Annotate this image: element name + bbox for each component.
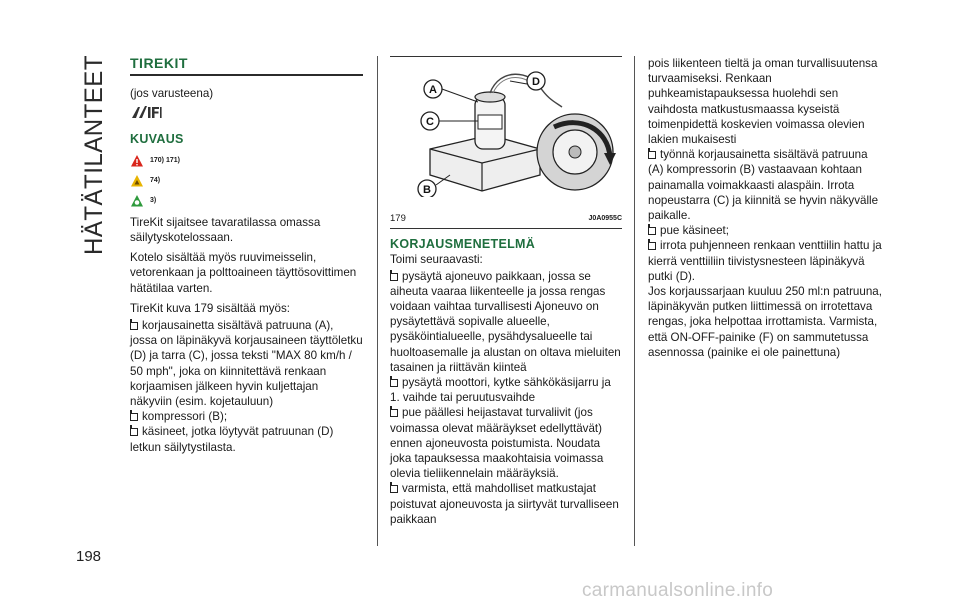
chapter-title: HÄTÄTILANTEET bbox=[80, 52, 108, 255]
bullet-icon bbox=[130, 322, 138, 330]
bullet-icon bbox=[130, 413, 138, 421]
watermark: carmanualsonline.info bbox=[582, 580, 774, 601]
bullet-icon bbox=[390, 273, 398, 281]
figure-179 bbox=[390, 56, 622, 207]
bullet-icon bbox=[648, 151, 656, 159]
description-heading: KUVAUS bbox=[130, 131, 184, 146]
callout-b: B bbox=[423, 184, 431, 196]
figure-number: 179 bbox=[390, 213, 406, 224]
list-item: pysäytä moottori, kytke sähkökäsijarru ja 1. vaihde tai peruutusvaihde bbox=[390, 376, 611, 405]
environment-row bbox=[130, 191, 363, 211]
bullet-icon bbox=[390, 379, 398, 387]
list-item: käsineet, jotka löytyvät patruunan (D) letkun säilytystilasta. bbox=[130, 425, 334, 454]
intro: Toimi seuraavasti: bbox=[390, 253, 483, 267]
environment-triangle-green-icon bbox=[130, 194, 144, 208]
bullet-icon bbox=[130, 428, 138, 436]
environment-refs: 3) bbox=[150, 197, 157, 205]
variant-note: (jos varusteena) bbox=[130, 87, 214, 101]
section-title: TIREKIT bbox=[130, 55, 188, 71]
title-rule bbox=[130, 74, 363, 76]
figure-caption bbox=[390, 211, 622, 229]
column-divider bbox=[377, 56, 378, 546]
list-item: irrota puhjenneen renkaan venttiilin hattu ja kierrä venttiiliin tiivistysnesteen läpinäkyvä putki (D). bbox=[648, 239, 882, 283]
paragraph: TireKit kuva 179 sisältää myös: bbox=[130, 301, 291, 315]
chapter-title-vertical bbox=[66, 52, 116, 257]
list-item: pue päällesi heijastavat turvaliivit (jos voimassa olevat määräykset edellyttävät) ennen ajoneuvosta poistumista. Noudata joka tapauksessa maakohtaisia voimassa olevia tieliikennelain määräyksiä. bbox=[390, 406, 604, 481]
callout-c: C bbox=[426, 116, 434, 128]
column-1 bbox=[130, 56, 363, 455]
list-item: työnnä korjausainetta sisältävä patruuna (A) kompressorin (B) vastaavaan kohtaan painamalla voimakkaasti alaspäin. Irrota nopeustarra (C) ja kiinnitä se hyvin näkyvälle paikalle. bbox=[648, 148, 879, 223]
list-item: pue käsineet; bbox=[648, 223, 884, 238]
paragraph: TireKit sijaitsee tavaratilassa omassa säilytyskotelossaan. bbox=[130, 215, 321, 245]
warning-row bbox=[130, 151, 363, 171]
column-divider bbox=[634, 56, 635, 546]
column-3 bbox=[648, 56, 884, 360]
paragraph: Jos korjaussarjaan kuuluu 250 ml:n patruuna, läpinäkyvän putken liittimessä on irrotettava rengas, joka helpottaa irrottamista. Varmista, että ON-OFF-painike (F) on sammutetussa asennossa (painike ei ole painettuna) bbox=[648, 285, 882, 359]
caution-row bbox=[130, 171, 363, 191]
bullet-icon bbox=[390, 485, 398, 493]
paragraph: Kotelo sisältää myös ruuvimeisselin, vetorenkaan ja polttoaineen täyttösovittimen hätätilaa varten. bbox=[130, 251, 357, 295]
list-item: kompressori (B); bbox=[130, 409, 363, 424]
caution-triangle-yellow-icon bbox=[130, 174, 144, 188]
page-number: 198 bbox=[76, 548, 102, 565]
tirekit-illustration bbox=[390, 57, 622, 197]
column-2 bbox=[390, 56, 622, 527]
bullet-icon bbox=[648, 227, 656, 235]
tirekit-logo-icon bbox=[130, 103, 162, 121]
list-item: varmista, että mahdolliset matkustajat poistuvat ajoneuvosta ja siirtyvät turvalliseen paikkaan bbox=[390, 482, 619, 526]
bullet-icon bbox=[648, 242, 656, 250]
list-item: pysäytä ajoneuvo paikkaan, jossa se aiheuta vaaraa liikenteelle ja jossa rengas voidaan vaihtaa turvallisesti Ajoneuvo on pysäytettävä sopivalle alueelle, pysäköintialueelle, pysähdysalueelle tai huoltoasemalle ja alustan on oltava mieluiten tasainen ja riittävän kiinteä bbox=[390, 269, 621, 374]
caution-refs: 74) bbox=[150, 177, 161, 185]
warning-refs: 170) 171) bbox=[150, 157, 180, 165]
paragraph: pois liikenteen tieltä ja oman turvallisuutensa turvaamiseksi. Renkaan puhkeamistapauksessa huolehdi sen vaihdosta matkustusmaassa kyseistä toimenpidettä koskevien voimassa olevien lakien mukaisesti bbox=[648, 57, 878, 147]
bullet-icon bbox=[390, 409, 398, 417]
warning-triangle-red-icon bbox=[130, 154, 144, 168]
figure-code: J0A0955C bbox=[588, 215, 622, 222]
list-item: korjausainetta sisältävä patruuna (A), jossa on läpinäkyvä korjausaineen täyttöletku (D) ja tarra (C), jossa teksti "MAX 80 km/h / 50 mph", joka on kiinnitettävä renkaan korjaamisen jälkeen hyvin kuljettajan näkyviin (esim. kojetauluun) bbox=[130, 319, 363, 409]
procedure-heading: KORJAUSMENETELMÄ bbox=[390, 237, 536, 252]
callout-a: A bbox=[429, 84, 437, 96]
callout-d: D bbox=[532, 76, 540, 88]
